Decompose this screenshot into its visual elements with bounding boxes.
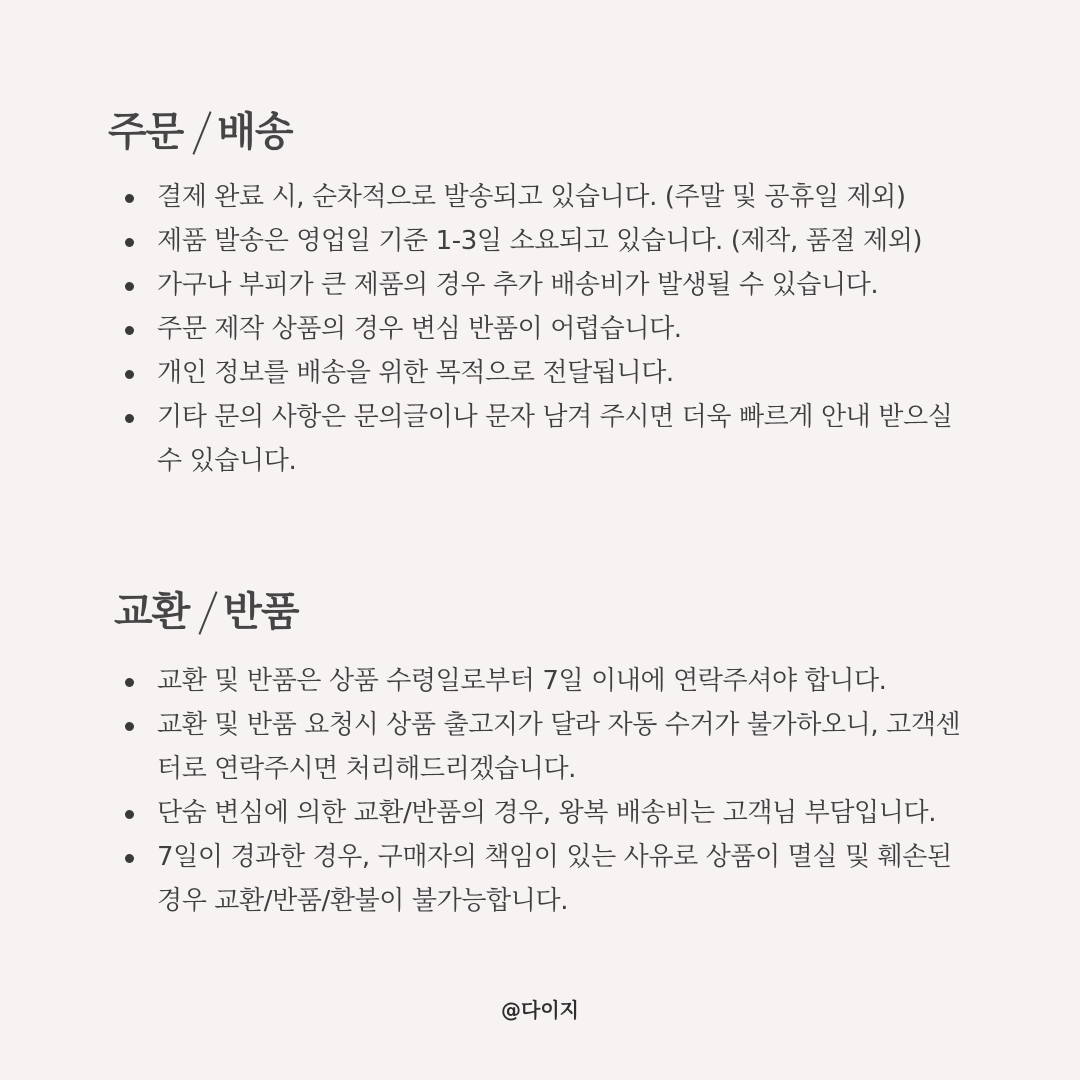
- bullet-icon: [125, 854, 134, 863]
- bullet-icon: [125, 282, 134, 291]
- list-item-text: 교환 및 반품은 상품 수령일로부터 7일 이내에 연락주셔야 합니다.: [157, 666, 887, 696]
- list-item-text: 개인 정보를 배송을 위한 목적으로 전달됩니다.: [157, 358, 674, 388]
- list-item: [125, 791, 965, 835]
- list-item: [125, 175, 965, 219]
- list-item: [125, 263, 965, 307]
- list-item-text: 결제 완료 시, 순차적으로 발송되고 있습니다. (주말 및 공휴일 제외): [157, 182, 906, 212]
- list-item-text: 제품 발송은 영업일 기준 1-3일 소요되고 있습니다. (제작, 품절 제외): [157, 226, 923, 256]
- exchange-return-section: [114, 580, 974, 923]
- title-order: 주문: [108, 109, 184, 155]
- list-item: [125, 835, 965, 923]
- bullet-icon: [125, 810, 134, 819]
- bullet-icon: [125, 326, 134, 335]
- order-shipping-section: [108, 100, 968, 483]
- bullet-icon: [125, 194, 134, 203]
- list-item: [125, 219, 965, 263]
- bullet-icon: [125, 722, 134, 731]
- bullet-icon: [125, 678, 134, 687]
- title-exchange: 교환: [114, 589, 190, 635]
- bullet-icon: [125, 238, 134, 247]
- list-item-text: 가구나 부피가 큰 제품의 경우 추가 배송비가 발생될 수 있습니다.: [157, 270, 879, 300]
- list-item-text: 주문 제작 상품의 경우 변심 반품이 어렵습니다.: [157, 314, 682, 344]
- list-item: [125, 659, 965, 703]
- list-item-text: 기타 문의 사항은 문의글이나 문자 남겨 주시면 더욱 빠르게 안내 받으실 수 있습니다.: [157, 402, 953, 476]
- title-return: 반품: [223, 589, 299, 635]
- list-item: [125, 307, 965, 351]
- order-shipping-list: [125, 175, 965, 483]
- list-item-text: 교환 및 반품 요청시 상품 출고지가 달라 자동 수거가 불가하오니, 고객센터로 연락주시면 처리해드리겠습니다.: [157, 710, 961, 784]
- list-item: [125, 395, 965, 483]
- slash-divider: [193, 111, 212, 154]
- bullet-icon: [125, 370, 134, 379]
- bullet-icon: [125, 414, 134, 423]
- list-item: [125, 351, 965, 395]
- list-item-text: 단숨 변심에 의한 교환/반품의 경우, 왕복 배송비는 고객님 부담입니다.: [157, 798, 937, 828]
- title-shipping: 배송: [217, 109, 293, 155]
- footer-handle: @다이지: [501, 998, 579, 1022]
- list-item: [125, 703, 965, 791]
- list-item-text: 7일이 경과한 경우, 구매자의 책임이 있는 사유로 상품이 멸실 및 훼손된 경우 교환/반품/환불이 불가능합니다.: [157, 842, 952, 916]
- slash-divider: [199, 591, 218, 634]
- exchange-return-list: [125, 659, 965, 923]
- exchange-return-title: [114, 580, 974, 637]
- order-shipping-title: [108, 100, 968, 157]
